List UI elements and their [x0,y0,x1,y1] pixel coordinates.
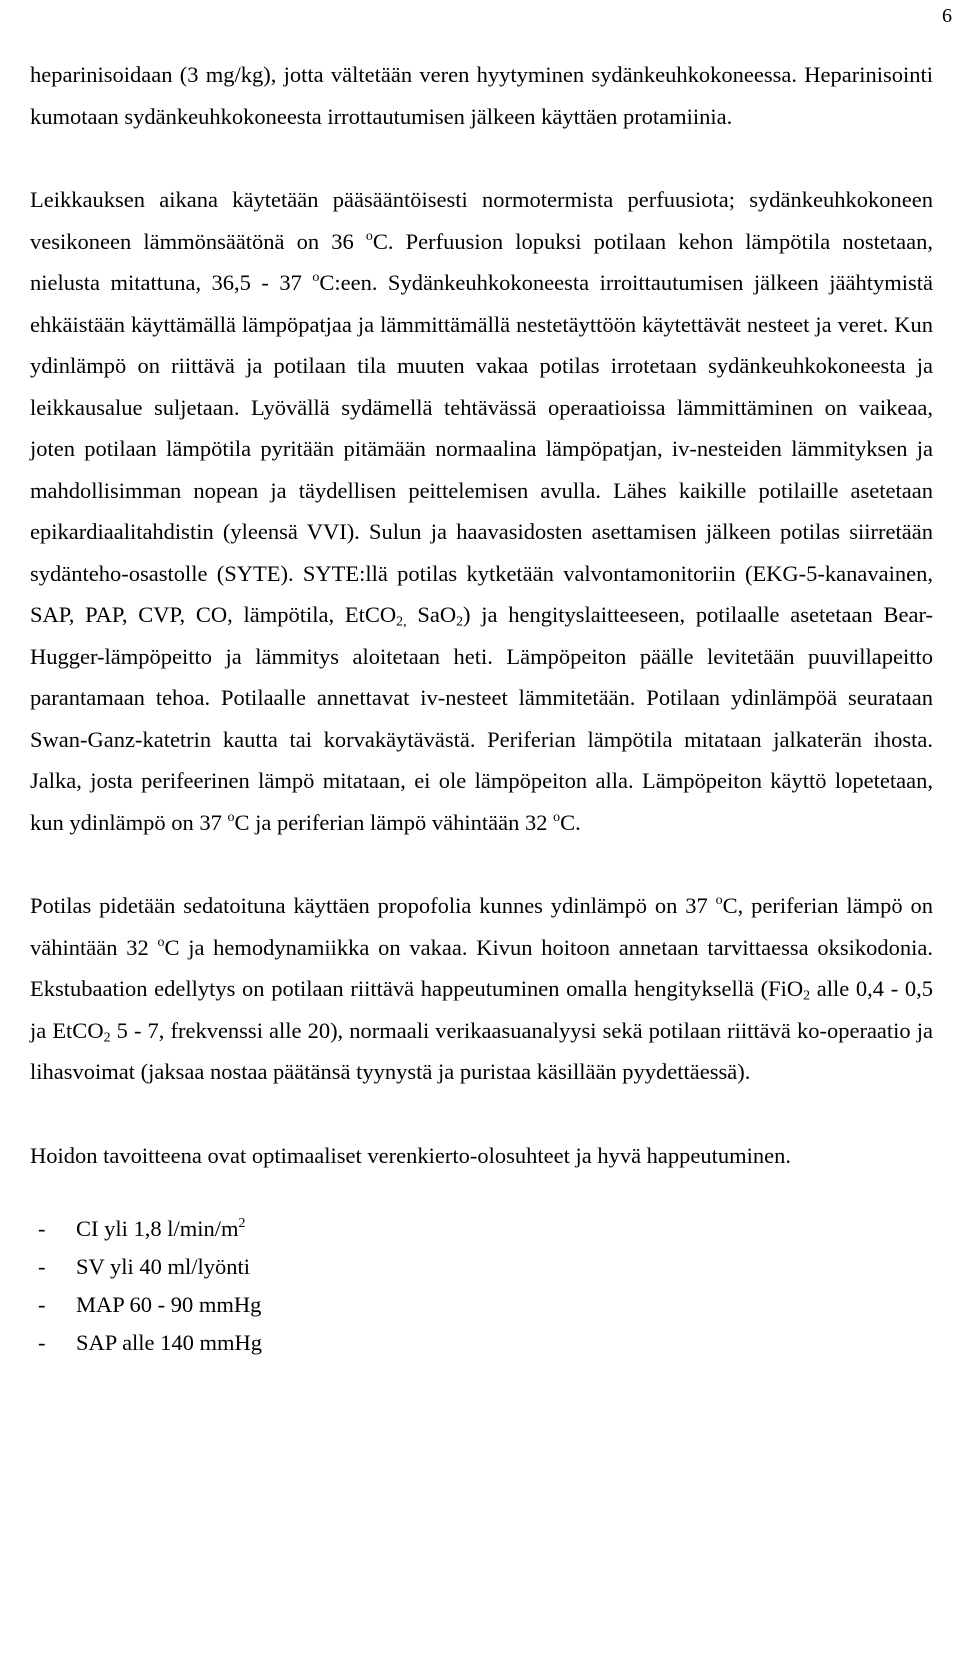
superscript: 2 [238,1215,246,1231]
degree-symbol: o [715,892,723,908]
text-run: 5 - 7, frekvenssi alle 20), normaali verikaasuanalyysi sekä potilaan riittävä ko-operaatio ja lihasvoimat (jaksaa nostaa päätänsä tyynystä ja puristaa käsillään pyydettäessä). [30,1017,933,1084]
paragraph-perfusion [30,179,933,843]
paragraph-sedation [30,885,933,1093]
list-item [30,1286,933,1324]
text-run: C. Perfuusion lopuksi potilaan kehon lämpötila nostetaan, nielusta mitattuna, 36,5 - 37 [30,228,933,295]
text-run: C. [560,809,581,835]
paragraph-goals: Hoidon tavoitteena ovat optimaaliset verenkierto-olosuhteet ja hyvä happeutuminen. [30,1142,792,1168]
list-item [30,1210,933,1248]
text-run: Leikkauksen aikana käytetään pääsääntöisesti normotermista perfuusiota; sydänkeuhkokoneen vesikoneen lämmönsäätönä on 36 [30,187,933,254]
goals-list [30,1210,933,1362]
list-item [30,1324,933,1362]
paragraph-heparin: heparinisoidaan (3 mg/kg), jotta vältetään veren hyytyminen sydänkeuhkokoneessa. Heparinisointi kumotaan sydänkeuhkokoneesta irrottautumisen jälkeen käyttäen protamiinia. [30,62,933,129]
subscript: 2, [396,614,407,630]
document-body [30,54,933,1362]
list-item-text [76,1210,245,1248]
list-dash: - [38,1216,46,1241]
text-run: ) ja hengityslaitteeseen, potilaalle asetetaan Bear-Hugger-lämpöpeitto ja lämmitys aloitetaan heti. Lämpöpeiton päälle levitetään puuvillapeitto parantamaan tehoa. Potilaalle annettavat iv-nesteet lämmitetään. Potilaan ydinlämpöä seurataan Swan-Ganz-katetrin kautta tai korvakäytävästä. Periferian lämpötila mitataan jalkaterän ihosta. Jalka, josta perifeerinen lämpö mitataan, ei ole lämpöpeiton alla. Lämpöpeiton käyttö lopetetaan, kun ydinlämpö on 37 [30,602,933,835]
page-number: 6 [942,5,952,27]
degree-symbol: o [365,228,373,244]
text-run: CI yli 1,8 l/min/m [76,1216,239,1241]
degree-symbol: o [157,934,165,950]
degree-symbol: o [553,809,561,825]
list-item-text: SAP alle 140 mmHg [76,1330,263,1355]
text-run: SaO [406,602,457,627]
text-run: Potilas pidetään sedatoituna käyttäen propofolia kunnes ydinlämpö on 37 [30,893,716,918]
degree-symbol: o [227,809,235,825]
text-run: C ja hemodynamiikka on vakaa. Kivun hoitoon annetaan tarvittaessa oksikodonia. Ekstubaation edellytys on potilaan riittävä happeutuminen omalla hengityksellä (FiO [30,934,933,1001]
subscript: 2 [456,614,464,630]
list-dash: - [38,1254,46,1279]
text-run: alle 0,4 - 0,5 ja EtCO [30,976,934,1043]
subscript: 2 [103,1029,111,1045]
text-run: C, periferian lämpö on vähintään 32 [30,893,933,960]
subscript: 2 [803,988,811,1004]
list-item-text: MAP 60 - 90 mmHg [76,1292,262,1317]
degree-symbol: o [312,269,320,285]
list-dash: - [38,1330,46,1355]
text-run: C:een. Sydänkeuhkokoneesta irroittautumisen jälkeen jäähtymistä ehkäistään käyttämällä lämpöpatjaa ja lämmittämällä nestetäyttöön käytettävät nesteet ja veret. Kun ydinlämpö on riittävä ja potilaan tila muuten vakaa potilas irrotetaan sydänkeuhkokoneesta ja leikkausalue suljetaan. Lyövällä sydämellä tehtävässä operaatioissa lämmittäminen on vaikeaa, joten potilaan lämpötila pyritään pitämään normaalina lämpöpatjan, iv-nesteiden lämmityksen ja mahdollisimman nopean ja täydellisen peittelemisen avulla. Lähes kaikille potilaille asetetaan epikardiaalitahdistin (yleensä VVI). Sulun ja haavasidosten asettamisen jälkeen potilas siirretään sydänteho-osastolle (SYTE). SYTE:llä potilas kytketään valvontamonitoriin (EKG-5-kanavainen, SAP, PAP, CVP, CO, lämpötila, EtCO [30,270,933,627]
list-item-text: SV yli 40 ml/lyönti [76,1254,250,1279]
text-run: C ja periferian lämpö vähintään 32 [234,809,554,835]
list-dash: - [38,1292,46,1317]
list-item [30,1248,933,1286]
